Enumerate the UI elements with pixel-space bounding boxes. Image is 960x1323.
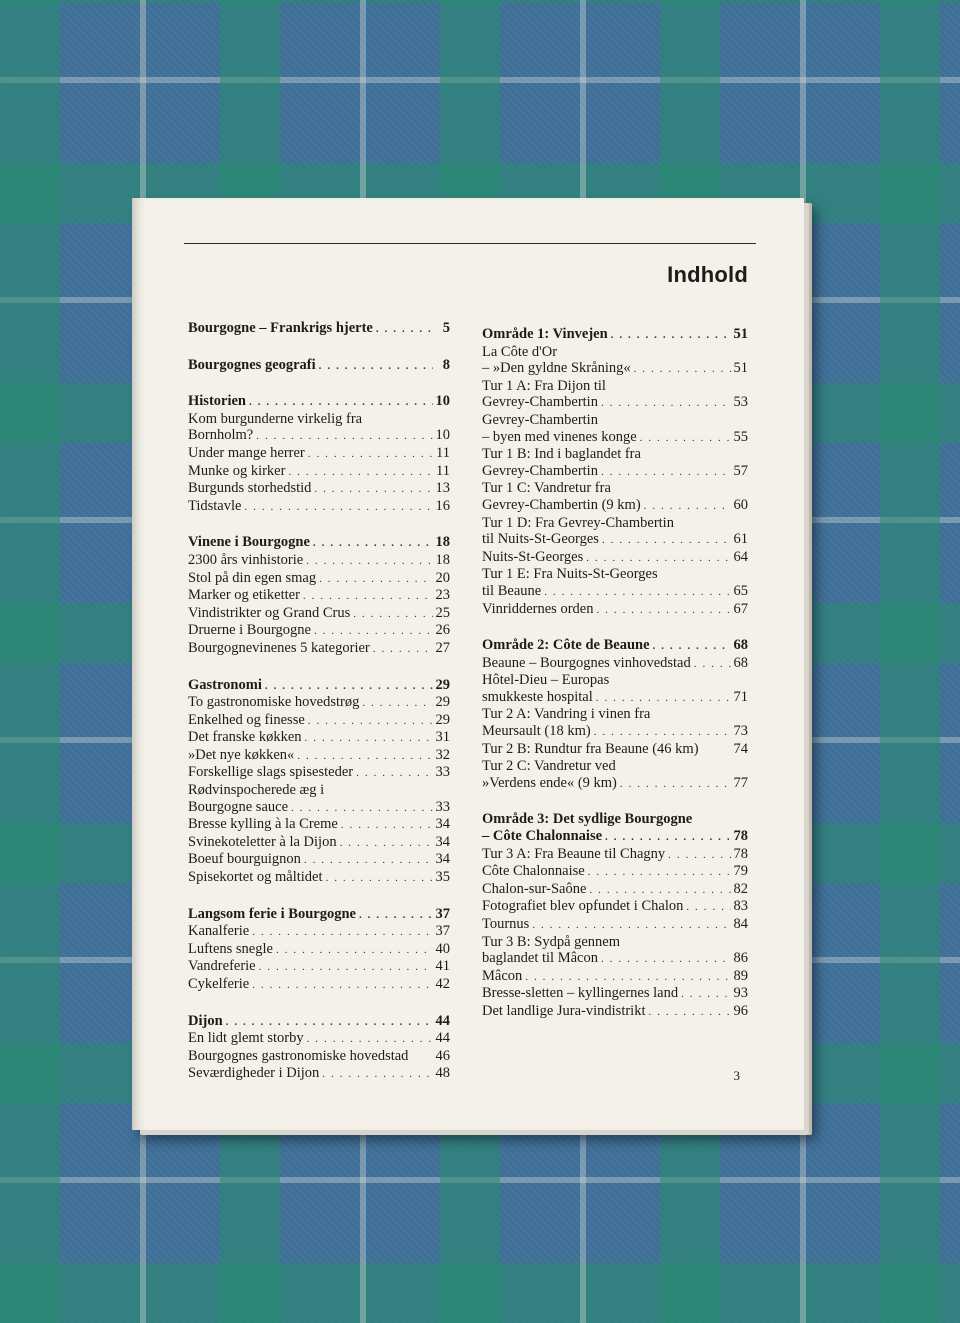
toc-page-number: 42 — [435, 976, 450, 992]
toc-entry — [188, 480, 450, 498]
toc-page-number: 78 — [733, 828, 748, 845]
toc-entry-title: Mâcon — [482, 967, 523, 984]
toc-section — [482, 326, 748, 618]
toc-entry — [188, 1048, 450, 1066]
toc-page-number: 23 — [435, 587, 450, 604]
toc-section — [188, 320, 450, 338]
dot-leader — [668, 847, 730, 864]
toc-section-heading — [188, 677, 450, 695]
toc-entry-title: »Verdens ende« (9 km) — [482, 774, 617, 791]
toc-page-number: 79 — [733, 863, 748, 880]
toc-entry — [482, 723, 748, 741]
toc-entry-title: Det landlige Jura-vindistrikt — [482, 1002, 646, 1019]
toc-entry-title: Område 1: Vinvejen — [482, 326, 608, 342]
toc-page-number: 74 — [733, 740, 748, 757]
toc-left-column — [188, 320, 450, 1102]
toc-entry — [188, 834, 450, 852]
toc-page-number: 34 — [435, 851, 450, 868]
toc-entry — [188, 1065, 450, 1083]
toc-entry-title: Chalon-sur-Saône — [482, 880, 587, 897]
dot-leader — [681, 986, 730, 1003]
toc-page-number: 29 — [435, 711, 450, 728]
dot-leader — [601, 464, 731, 481]
toc-entry — [188, 729, 450, 747]
toc-entry — [482, 655, 748, 673]
toc-entry — [188, 552, 450, 570]
toc-entry-title: Nuits-St-Georges — [482, 548, 584, 565]
dot-leader — [308, 446, 433, 463]
toc-section-heading — [188, 534, 450, 552]
toc-page-number: 51 — [733, 326, 748, 342]
toc-entry-title: Luftens snegle — [188, 940, 273, 957]
dot-leader — [620, 776, 731, 793]
toc-page-number: 96 — [733, 1002, 748, 1019]
dot-leader — [297, 748, 432, 765]
dot-leader — [340, 835, 433, 852]
toc-page-number: 83 — [733, 898, 748, 915]
dot-leader — [601, 951, 731, 968]
dot-leader — [634, 361, 731, 378]
toc-section-heading — [482, 828, 748, 846]
toc-entry — [188, 463, 450, 481]
toc-entry-title: Bourgognes gastronomiske hovedstad — [188, 1047, 409, 1064]
toc-entry-title: Bourgognes geografi — [188, 356, 316, 373]
dot-leader — [341, 817, 433, 834]
toc-page-number: 5 — [442, 320, 450, 336]
toc-entry-title: Tur 2 B: Rundtur fra Beaune (46 km) — [482, 740, 699, 757]
toc-page-number: 31 — [435, 729, 450, 746]
toc-entry — [188, 941, 450, 959]
toc-entry — [482, 1003, 748, 1021]
toc-section-heading — [188, 1013, 450, 1031]
toc-entry — [188, 869, 450, 887]
toc-entry-title: Stol på din egen smag — [188, 569, 317, 586]
toc-page-number: 53 — [733, 394, 748, 411]
toc-page-number: 8 — [442, 356, 450, 373]
toc-entry-title: Langsom ferie i Bourgogne — [188, 905, 356, 922]
dot-leader — [326, 870, 433, 887]
dot-leader — [252, 977, 432, 994]
dot-leader — [244, 499, 432, 516]
dot-leader — [376, 321, 433, 338]
toc-entry-title: Tur 3 A: Fra Beaune til Chagny — [482, 845, 666, 862]
toc-entry-line: Tur 3 B: Sydpå gennem — [482, 933, 621, 950]
toc-section-heading — [188, 320, 450, 338]
dot-leader — [356, 765, 432, 782]
toc-entry-title: »Det nye køkken« — [188, 746, 295, 763]
toc-entry-title: Vandreferie — [188, 958, 256, 975]
toc-entry-title: 2300 års vinhistorie — [188, 551, 304, 568]
toc-page-number: 55 — [733, 428, 748, 445]
toc-page-number: 44 — [435, 1012, 450, 1029]
toc-entry-title: – Côte Chalonnaise — [482, 828, 603, 845]
dot-leader — [307, 1031, 433, 1048]
toc-entry-title: Seværdigheder i Dijon — [188, 1065, 320, 1082]
dot-leader — [291, 800, 433, 817]
toc-entry-line: Gevrey-Chambertin — [482, 411, 598, 428]
toc-entry-title: En lidt glemt storby — [188, 1030, 304, 1047]
toc-entry-title: Enkelhed og finesse — [188, 711, 305, 728]
toc-entry — [188, 622, 450, 640]
page-title: Indhold — [667, 262, 748, 287]
toc-entry-title: Bourgogne sauce — [188, 798, 288, 815]
toc-entry-title: Vindistrikter og Grand Crus — [188, 604, 351, 621]
dot-leader — [373, 641, 433, 658]
toc-entry — [482, 601, 748, 619]
toc-entry — [188, 640, 450, 658]
dot-leader — [359, 907, 433, 924]
dot-leader — [586, 550, 730, 567]
dot-leader — [605, 829, 730, 846]
toc-page-number: 10 — [435, 427, 450, 444]
toc-page-number: 65 — [733, 582, 748, 599]
toc-entry — [188, 445, 450, 463]
toc-page-number: 35 — [435, 869, 450, 886]
toc-entry — [188, 851, 450, 869]
toc-page-number: 78 — [733, 845, 748, 862]
toc-entry — [482, 531, 748, 549]
toc-entry-title: Svinekoteletter à la Dijon — [188, 833, 337, 850]
toc-entry-line: Tur 1 B: Ind i baglandet fra — [482, 446, 641, 463]
toc-page-number: 89 — [733, 967, 748, 984]
toc-entry — [188, 427, 450, 445]
toc-page-number: 18 — [435, 551, 450, 568]
toc-page-number: 57 — [733, 462, 748, 479]
toc-entry — [188, 694, 450, 712]
dot-leader — [288, 464, 433, 481]
dot-leader — [594, 724, 731, 741]
toc-entry-title: Vinene i Bourgogne — [188, 534, 310, 551]
toc-section — [482, 811, 748, 1020]
toc-page-number: 71 — [733, 688, 748, 705]
toc-page-number: 27 — [435, 639, 450, 656]
toc-right-column — [482, 326, 748, 1040]
toc-page-number: 13 — [435, 480, 450, 497]
toc-page-number: 33 — [435, 798, 450, 815]
dot-leader — [653, 638, 731, 655]
toc-entry-title: Gastronomi — [188, 676, 262, 693]
toc-page-number: 29 — [435, 694, 450, 711]
toc-entry — [482, 950, 748, 968]
toc-entry — [188, 712, 450, 730]
toc-entry — [482, 916, 748, 934]
toc-entry-title: Bourgognevinenes 5 kategorier — [188, 639, 370, 656]
toc-entry-title: Boeuf bourguignon — [188, 851, 301, 868]
toc-section — [188, 393, 450, 515]
toc-page-number: 34 — [435, 816, 450, 833]
dot-leader — [249, 394, 433, 411]
dot-leader — [532, 917, 730, 934]
toc-section — [188, 357, 450, 375]
toc-entry-title: Marker og etiketter — [188, 587, 300, 604]
toc-section-heading — [482, 326, 748, 344]
dot-leader — [314, 623, 433, 640]
toc-page-number: 68 — [733, 654, 748, 671]
toc-section — [188, 906, 450, 994]
dot-leader — [544, 584, 730, 601]
dot-leader — [596, 690, 731, 707]
toc-entry-title: Gevrey-Chambertin — [482, 462, 598, 479]
toc-entry — [482, 394, 748, 412]
toc-entry — [188, 816, 450, 834]
toc-entry-title: Det franske køkken — [188, 729, 302, 746]
toc-page-number: 93 — [733, 985, 748, 1002]
toc-page-number: 18 — [435, 534, 450, 551]
toc-entry-title: – »Den gyldne Skråning« — [482, 360, 631, 377]
toc-section — [188, 1013, 450, 1083]
toc-page-number: 29 — [435, 676, 450, 693]
toc-entry — [482, 360, 748, 378]
toc-entry-line: Tur 1 C: Vandretur fra — [482, 480, 611, 497]
dot-leader — [362, 695, 432, 712]
dot-leader — [649, 1004, 731, 1021]
page-number: 3 — [733, 1068, 740, 1083]
dot-leader — [259, 959, 433, 976]
toc-page-number: 60 — [733, 496, 748, 513]
toc-entry — [482, 741, 748, 759]
toc-entry-title: Gevrey-Chambertin — [482, 394, 598, 411]
toc-page-number: 82 — [733, 880, 748, 897]
toc-entry-title: Bresse-sletten – kyllingernes land — [482, 985, 679, 1002]
dot-leader — [306, 553, 432, 570]
dot-leader — [265, 678, 433, 695]
toc-entry-title: Forskellige slags spisesteder — [188, 764, 354, 781]
toc-entry-line: Tur 2 C: Vandretur ved — [482, 758, 616, 775]
toc-entry — [482, 985, 748, 1003]
toc-page-number: 37 — [435, 923, 450, 940]
toc-page-number: 11 — [436, 462, 450, 479]
dot-leader — [303, 588, 433, 605]
toc-entry — [188, 747, 450, 765]
toc-page-number: 46 — [435, 1047, 450, 1064]
toc-entry — [188, 764, 450, 782]
toc-page-number: 44 — [435, 1030, 450, 1047]
toc-entry-title: til Beaune — [482, 582, 542, 599]
dot-leader — [226, 1014, 433, 1031]
dot-leader — [644, 498, 731, 515]
toc-page-number: 40 — [435, 940, 450, 957]
toc-entry-title: – byen med vinenes konge — [482, 428, 637, 445]
toc-section — [188, 677, 450, 887]
toc-entry — [188, 587, 450, 605]
toc-entry — [482, 497, 748, 515]
dot-leader — [353, 606, 432, 623]
toc-page-number: 48 — [435, 1065, 450, 1082]
toc-entry-title: Fotografiet blev opfundet i Chalon — [482, 898, 684, 915]
toc-entry-title: Cykelferie — [188, 976, 250, 992]
toc-section — [482, 637, 748, 792]
toc-page-number: 68 — [733, 637, 748, 654]
dot-leader — [252, 924, 432, 941]
toc-entry-title: Bornholm? — [188, 427, 254, 444]
toc-entry — [188, 1030, 450, 1048]
toc-entry-line: Tur 2 A: Vandring i vinen fra — [482, 706, 651, 723]
dot-leader — [308, 713, 433, 730]
dot-leader — [694, 656, 731, 673]
dot-leader — [322, 1066, 432, 1083]
toc-page-number: 73 — [733, 723, 748, 740]
toc-page-number: 86 — [733, 950, 748, 967]
toc-entry-line: La Côte d'Or — [482, 343, 558, 360]
toc-entry-line: Tur 1 A: Fra Dijon til — [482, 377, 606, 394]
book-page — [132, 198, 804, 1130]
dot-leader — [640, 430, 731, 447]
toc-entry-title: smukkeste hospital — [482, 688, 593, 705]
toc-entry-title: Tournus — [482, 916, 530, 932]
toc-entry — [482, 689, 748, 707]
toc-entry-title: Historien — [188, 393, 246, 410]
dot-leader — [319, 571, 432, 588]
toc-page-number: 84 — [733, 916, 748, 932]
toc-section-heading — [188, 906, 450, 924]
toc-entry — [188, 923, 450, 941]
toc-entry — [188, 605, 450, 623]
toc-section — [188, 534, 450, 657]
toc-page-number: 25 — [435, 604, 450, 621]
dot-leader — [601, 395, 731, 412]
toc-page-number: 41 — [435, 958, 450, 975]
toc-entry-title: til Nuits-St-Georges — [482, 531, 599, 548]
toc-page-number: 20 — [435, 569, 450, 586]
dot-leader — [588, 864, 731, 881]
header-rule — [184, 243, 756, 244]
toc-entry-title: Spisekortet og måltidet — [188, 869, 323, 886]
toc-entry-title: Bourgogne – Frankrigs hjerte — [188, 320, 373, 336]
toc-entry-title: Tidstavle — [188, 497, 242, 514]
toc-page-number: 61 — [733, 531, 748, 548]
dot-leader — [256, 428, 432, 445]
dot-leader — [304, 852, 433, 869]
toc-page-number: 33 — [435, 764, 450, 781]
toc-entry — [188, 498, 450, 516]
toc-entry-title: Bresse kylling à la Creme — [188, 816, 338, 833]
toc-entry — [482, 463, 748, 481]
dot-leader — [589, 882, 730, 899]
toc-page-number: 16 — [435, 497, 450, 514]
toc-entry — [482, 863, 748, 881]
dot-leader — [313, 535, 433, 552]
toc-entry-title: Dijon — [188, 1012, 223, 1029]
toc-entry — [482, 775, 748, 793]
dot-leader — [611, 327, 731, 344]
toc-page-number: 34 — [435, 833, 450, 850]
toc-entry — [482, 898, 748, 916]
dot-leader — [319, 358, 433, 375]
toc-entry-line: Kom burgunderne virkelig fra — [188, 410, 363, 427]
toc-page-number: 32 — [435, 746, 450, 763]
toc-page-number: 77 — [733, 774, 748, 791]
toc-entry-title: Munke og kirker — [188, 462, 286, 479]
toc-entry-title: Côte Chalonnaise — [482, 863, 585, 880]
toc-entry — [482, 846, 748, 864]
toc-entry-title: Vinriddernes orden — [482, 600, 594, 617]
toc-entry-title: Burgunds storhedstid — [188, 480, 312, 497]
toc-entry — [188, 958, 450, 976]
toc-entry-title: Kanalferie — [188, 923, 250, 940]
dot-leader — [525, 969, 730, 986]
dot-leader — [596, 602, 730, 619]
dot-leader — [602, 532, 731, 549]
toc-page-number: 67 — [733, 600, 748, 617]
dot-leader — [314, 481, 432, 498]
toc-section-heading: Område 3: Det sydlige Bourgogne — [482, 811, 693, 828]
toc-entry-title: Under mange herrer — [188, 444, 305, 461]
toc-entry-title: Meursault (18 km) — [482, 723, 591, 740]
dot-leader — [276, 942, 433, 959]
toc-entry — [188, 570, 450, 588]
dot-leader — [686, 899, 730, 916]
toc-section-heading — [482, 637, 748, 655]
toc-page-number: 64 — [733, 548, 748, 565]
toc-entry — [188, 799, 450, 817]
toc-section-heading — [188, 393, 450, 411]
toc-page-number: 10 — [435, 393, 450, 410]
toc-page-number: 11 — [436, 444, 450, 461]
toc-entry — [482, 583, 748, 601]
toc-entry — [482, 968, 748, 986]
toc-section-heading — [188, 357, 450, 375]
toc-entry-line: Rødvinspocherede æg i — [188, 782, 325, 799]
toc-entry-line: Hôtel-Dieu – Europas — [482, 672, 610, 689]
toc-page-number: 37 — [435, 905, 450, 922]
toc-entry — [482, 881, 748, 899]
toc-entry — [188, 976, 450, 994]
toc-page-number: 26 — [435, 622, 450, 639]
toc-page-number: 51 — [733, 360, 748, 377]
toc-entry-title: baglandet til Mâcon — [482, 950, 598, 967]
toc-entry-title: Beaune – Bourgognes vinhovedstad — [482, 654, 691, 671]
toc-entry-title: Gevrey-Chambertin (9 km) — [482, 496, 641, 513]
toc-entry-title: Område 2: Côte de Beaune — [482, 637, 650, 654]
dot-leader — [305, 730, 433, 747]
toc-entry-title: To gastronomiske hovedstrøg — [188, 694, 360, 711]
toc-entry-line: Tur 1 E: Fra Nuits-St-Georges — [482, 566, 658, 583]
toc-entry-title: Druerne i Bourgogne — [188, 622, 311, 639]
toc-entry — [482, 429, 748, 447]
toc-entry — [482, 549, 748, 567]
toc-entry-line: Tur 1 D: Fra Gevrey-Chambertin — [482, 514, 674, 531]
